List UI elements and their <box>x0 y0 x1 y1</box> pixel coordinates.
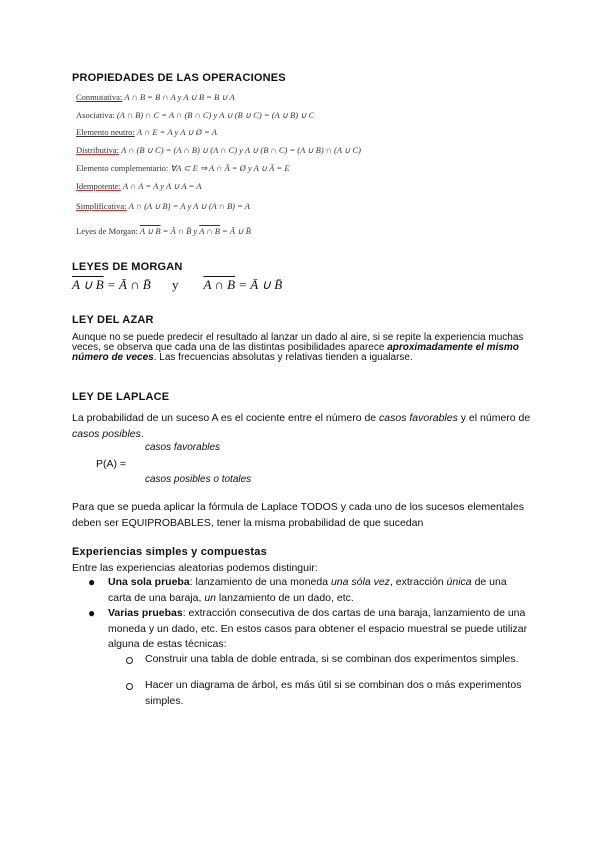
property-label: Elemento complementario: <box>76 163 169 173</box>
laplace-denominator: casos posibles o totales <box>145 474 252 485</box>
bullet-italic-3: un <box>204 591 217 604</box>
morgan-and: y <box>171 277 179 292</box>
property-morgan <box>76 226 251 237</box>
property-complementario <box>76 163 290 174</box>
azar-text-1: Aunque no se puede predecir el resultado al lanzar un dado al aire, si se repite la experiencia muchas veces, se observa que cada una de las distintas posibilidades aparece <box>72 332 524 353</box>
property-formula: A ∩ E = A y A ∪ Ø = A <box>136 127 217 137</box>
laplace-posibles: casos posibles <box>72 428 141 440</box>
property-label: Leyes de Morgan: <box>76 226 138 236</box>
laplace-favorables: casos favorables <box>379 412 458 424</box>
subbullet-text: Hacer un diagrama de árbol, es más útil si se combinan dos o más experimentos simples. <box>145 679 522 707</box>
property-label: Asociativa: <box>76 110 115 120</box>
bullet-dot: ● <box>88 575 96 589</box>
property-label: Elemento neutro: <box>76 127 135 137</box>
property-label: Conmutativa: <box>76 92 123 102</box>
property-neutro <box>76 127 217 138</box>
property-formula: A ∩ (B ∪ C) = (A ∩ B) ∪ (A ∩ C) y A ∪ (B ∩ C) = (A ∪ B) ∩ (A ∪ C) <box>121 145 361 155</box>
property-label: Idempotente: <box>76 181 121 191</box>
subbullet-text: Construir una tabla de doble entrada, si se combinan dos experimentos simples. <box>145 653 519 665</box>
bullet-text-a: : extracción consecutiva de dos cartas de una baraja, lanzamiento de una moneda y un dado, etc. En estos casos para obtener el espacio muestral se puede utilizar alguna de estas técnicas: <box>108 607 528 650</box>
property-asociativa <box>76 110 314 121</box>
bullet-text-c: de una carta de una baraja, <box>108 576 507 604</box>
laplace-text-b: y el número de <box>457 412 531 424</box>
laplace-text-a: La probabilidad de un suceso A es el cociente entre el número de <box>72 412 380 424</box>
bullet-una-sola-prueba <box>90 575 530 606</box>
bullet-text-b: , extracción <box>389 576 447 588</box>
morgan-union-complement: A ∪ B <box>72 277 104 292</box>
laplace-text-c: . <box>140 428 144 440</box>
morgan-eq-1: = Ā ∩ B̄ <box>103 277 151 292</box>
bullet-text-a: : lanzamiento de una moneda <box>189 576 331 588</box>
experiences-intro: Entre las experiencias aleatorias podemos distinguir: <box>72 562 318 574</box>
morgan-heading: LEYES DE MORGAN <box>72 261 183 273</box>
morgan-formula-2-right: = Ā ∪ B̄ <box>222 226 251 236</box>
laplace-equiprobable-paragraph: Para que se pueda aplicar la fórmula de Laplace TODOS y cada uno de los sucesos elementales deben ser EQUIPROBABLES, tener la misma probabilidad de que sucedan <box>72 501 524 529</box>
bullet-italic-1: una sóla vez <box>330 576 390 588</box>
morgan-formula-2-left: A ∩ B <box>199 226 220 236</box>
properties-heading: PROPIEDADES DE LAS OPERACIONES <box>72 72 286 84</box>
azar-text-2: . Las frecuencias absolutas y relativas tienden a igualarse. <box>153 352 413 363</box>
bullet-text <box>108 575 530 606</box>
bullet-dot: ● <box>88 606 96 620</box>
property-idempotente <box>76 181 201 192</box>
property-simplificativa <box>76 201 250 212</box>
azar-heading: LEY DEL AZAR <box>72 314 154 326</box>
morgan-eq-2: = Ā ∪ B̄ <box>235 277 283 292</box>
subbullet-arbol <box>128 678 528 709</box>
subbullet-tabla <box>128 652 528 668</box>
bullet-text <box>108 606 530 653</box>
property-label: Distributiva: <box>76 145 119 155</box>
laplace-heading: LEY DE LAPLACE <box>72 391 170 403</box>
bullet-text-d: lanzamiento de un dado, etc. <box>216 591 354 604</box>
property-distributiva <box>76 145 361 156</box>
circle-bullet-icon <box>126 657 133 664</box>
laplace-paragraph <box>72 410 532 442</box>
property-formula: A ∩ B = B ∩ A y A ∪ B = B ∪ A <box>124 92 235 102</box>
laplace-lhs: P(A) = <box>96 458 127 470</box>
bullet-bold: Una sola prueba <box>108 576 190 588</box>
property-formula: A ∩ (A ∪ B) = A y A ∪ (A ∩ B) = A <box>128 201 251 211</box>
property-formula: ∀A ⊂ E ⇒ A ∩ Ā = Ø y A ∪ Ā = E <box>170 163 290 173</box>
azar-paragraph <box>72 333 530 363</box>
laplace-numerator: casos favorables <box>145 442 221 453</box>
azar-emphasis: aproximadamente el mismo número de veces <box>72 342 519 363</box>
experiences-heading: Experiencias simples y compuestas <box>72 546 267 558</box>
property-label: Simplificativa: <box>76 201 127 211</box>
morgan-formulas <box>72 277 282 293</box>
property-conmutativa <box>76 92 235 103</box>
property-formula: A ∩ A = A y A ∪ A = A <box>122 181 202 191</box>
morgan-intersection-complement: A ∩ B <box>203 277 236 292</box>
morgan-formula-1-left: A ∪ B <box>139 226 161 236</box>
bullet-varias-pruebas <box>90 606 530 653</box>
bullet-italic-2: única <box>446 576 472 588</box>
bullet-bold: Varias pruebas <box>108 607 183 619</box>
morgan-formula-1-right: = Ā ∩ B̄ y <box>162 226 198 236</box>
property-formula: (A ∩ B) ∩ C = A ∩ (B ∩ C) y A ∪ (B ∪ C) = (A ∪ B) ∪ C <box>116 110 315 120</box>
circle-bullet-icon <box>126 683 133 690</box>
